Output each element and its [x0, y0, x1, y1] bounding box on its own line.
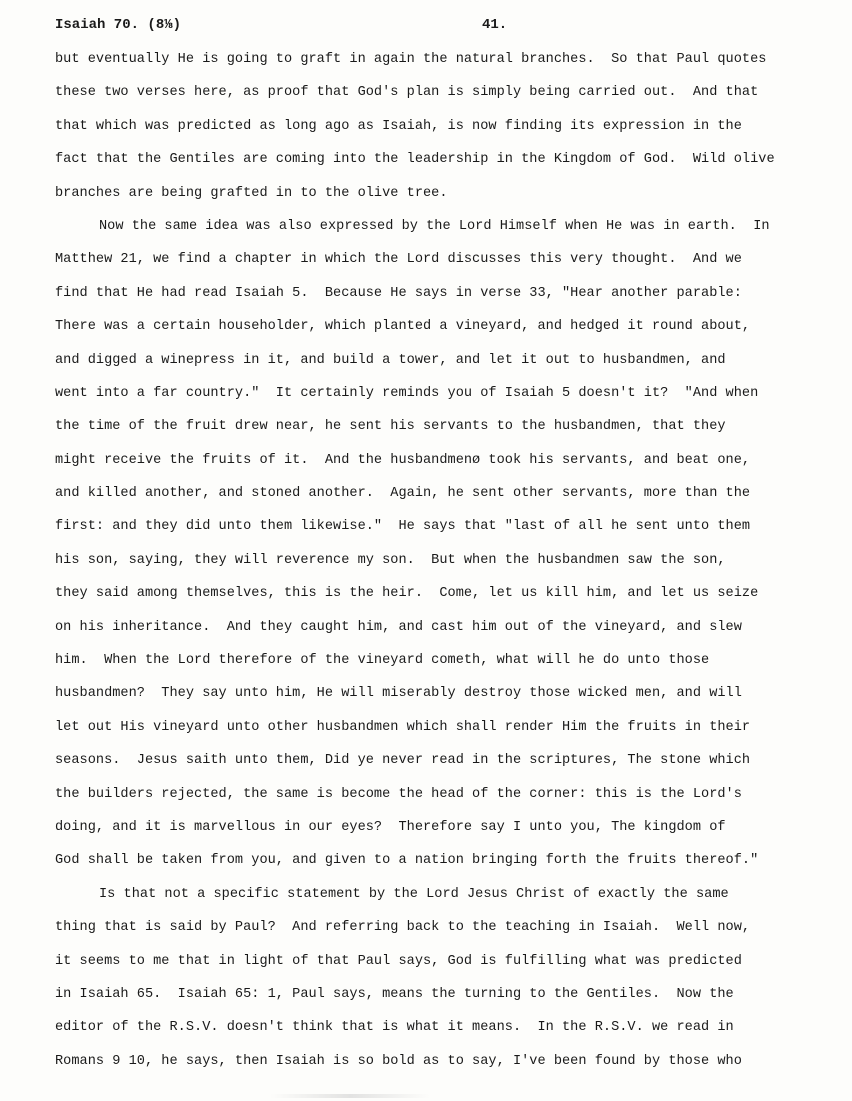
text-line: on his inheritance. And they caught him, and cast him out of the vineyard, and slew	[55, 619, 742, 635]
text-line: might receive the fruits of it. And the husbandmenø took his servants, and beat one,	[55, 452, 751, 468]
body-text	[55, 48, 795, 1083]
text-line: went into a far country." It certainly reminds you of Isaiah 5 doesn't it? "And when	[55, 385, 759, 401]
text-line: and killed another, and stoned another. Again, he sent other servants, more than the	[55, 486, 751, 502]
text-line: Is that not a specific statement by the Lord Jesus Christ of exactly the same	[99, 886, 729, 902]
text-line: the builders rejected, the same is become the head of the corner: this is the Lord's	[55, 786, 742, 802]
text-line: branches are being grafted in to the olive tree.	[55, 185, 448, 201]
text-line: let out His vineyard unto other husbandmen which shall render Him the fruits in their	[55, 719, 751, 735]
text-line: fact that the Gentiles are coming into the leadership in the Kingdom of God. Wild olive	[55, 152, 775, 168]
text-line: the time of the fruit drew near, he sent his servants to the husbandmen, that they	[55, 419, 726, 435]
text-line: Romans 9 10, he says, then Isaiah is so bold as to say, I've been found by those who	[55, 1053, 742, 1069]
text-line: Matthew 21, we find a chapter in which the Lord discusses this very thought. And we	[55, 252, 742, 268]
text-line: first: and they did unto them likewise." He says that "last of all he sent unto them	[55, 519, 751, 535]
text-line: Now the same idea was also expressed by the Lord Himself when He was in earth. In	[99, 218, 770, 234]
text-line: seasons. Jesus saith unto them, Did ye never read in the scriptures, The stone which	[55, 753, 751, 769]
scan-smudge	[270, 1094, 430, 1098]
text-line: thing that is said by Paul? And referring back to the teaching in Isaiah. Well now,	[55, 920, 751, 936]
text-line: that which was predicted as long ago as Isaiah, is now finding its expression in the	[55, 118, 742, 134]
text-line: in Isaiah 65. Isaiah 65: 1, Paul says, means the turning to the Gentiles. Now the	[55, 986, 734, 1002]
text-line: it seems to me that in light of that Paul says, God is fulfilling what was predicted	[55, 953, 742, 969]
text-line: they said among themselves, this is the heir. Come, let us kill him, and let us seize	[55, 586, 759, 602]
text-line: doing, and it is marvellous in our eyes? Therefore say I unto you, The kingdom of	[55, 819, 726, 835]
page-header	[55, 17, 795, 37]
text-line: editor of the R.S.V. doesn't think that is what it means. In the R.S.V. we read in	[55, 1020, 734, 1036]
text-line: God shall be taken from you, and given to a nation bringing forth the fruits thereof."	[55, 853, 759, 869]
text-line: these two verses here, as proof that God's plan is simply being carried out. And that	[55, 85, 759, 101]
text-line: but eventually He is going to graft in again the natural branches. So that Paul quotes	[55, 52, 767, 67]
text-line: There was a certain householder, which planted a vineyard, and hedged it round about,	[55, 319, 751, 335]
text-line: him. When the Lord therefore of the vineyard cometh, what will he do unto those	[55, 653, 710, 669]
text-line: and digged a winepress in it, and build a tower, and let it out to husbandmen, and	[55, 352, 726, 368]
text-line: husbandmen? They say unto him, He will miserably destroy those wicked men, and will	[55, 686, 742, 702]
text-line: his son, saying, they will reverence my son. But when the husbandmen saw the son,	[55, 552, 726, 568]
page-number: 41.	[482, 17, 508, 33]
text-line: find that He had read Isaiah 5. Because He says in verse 33, "Hear another parable:	[55, 285, 742, 301]
header-title: Isaiah 70. (8⅛)	[55, 17, 182, 33]
